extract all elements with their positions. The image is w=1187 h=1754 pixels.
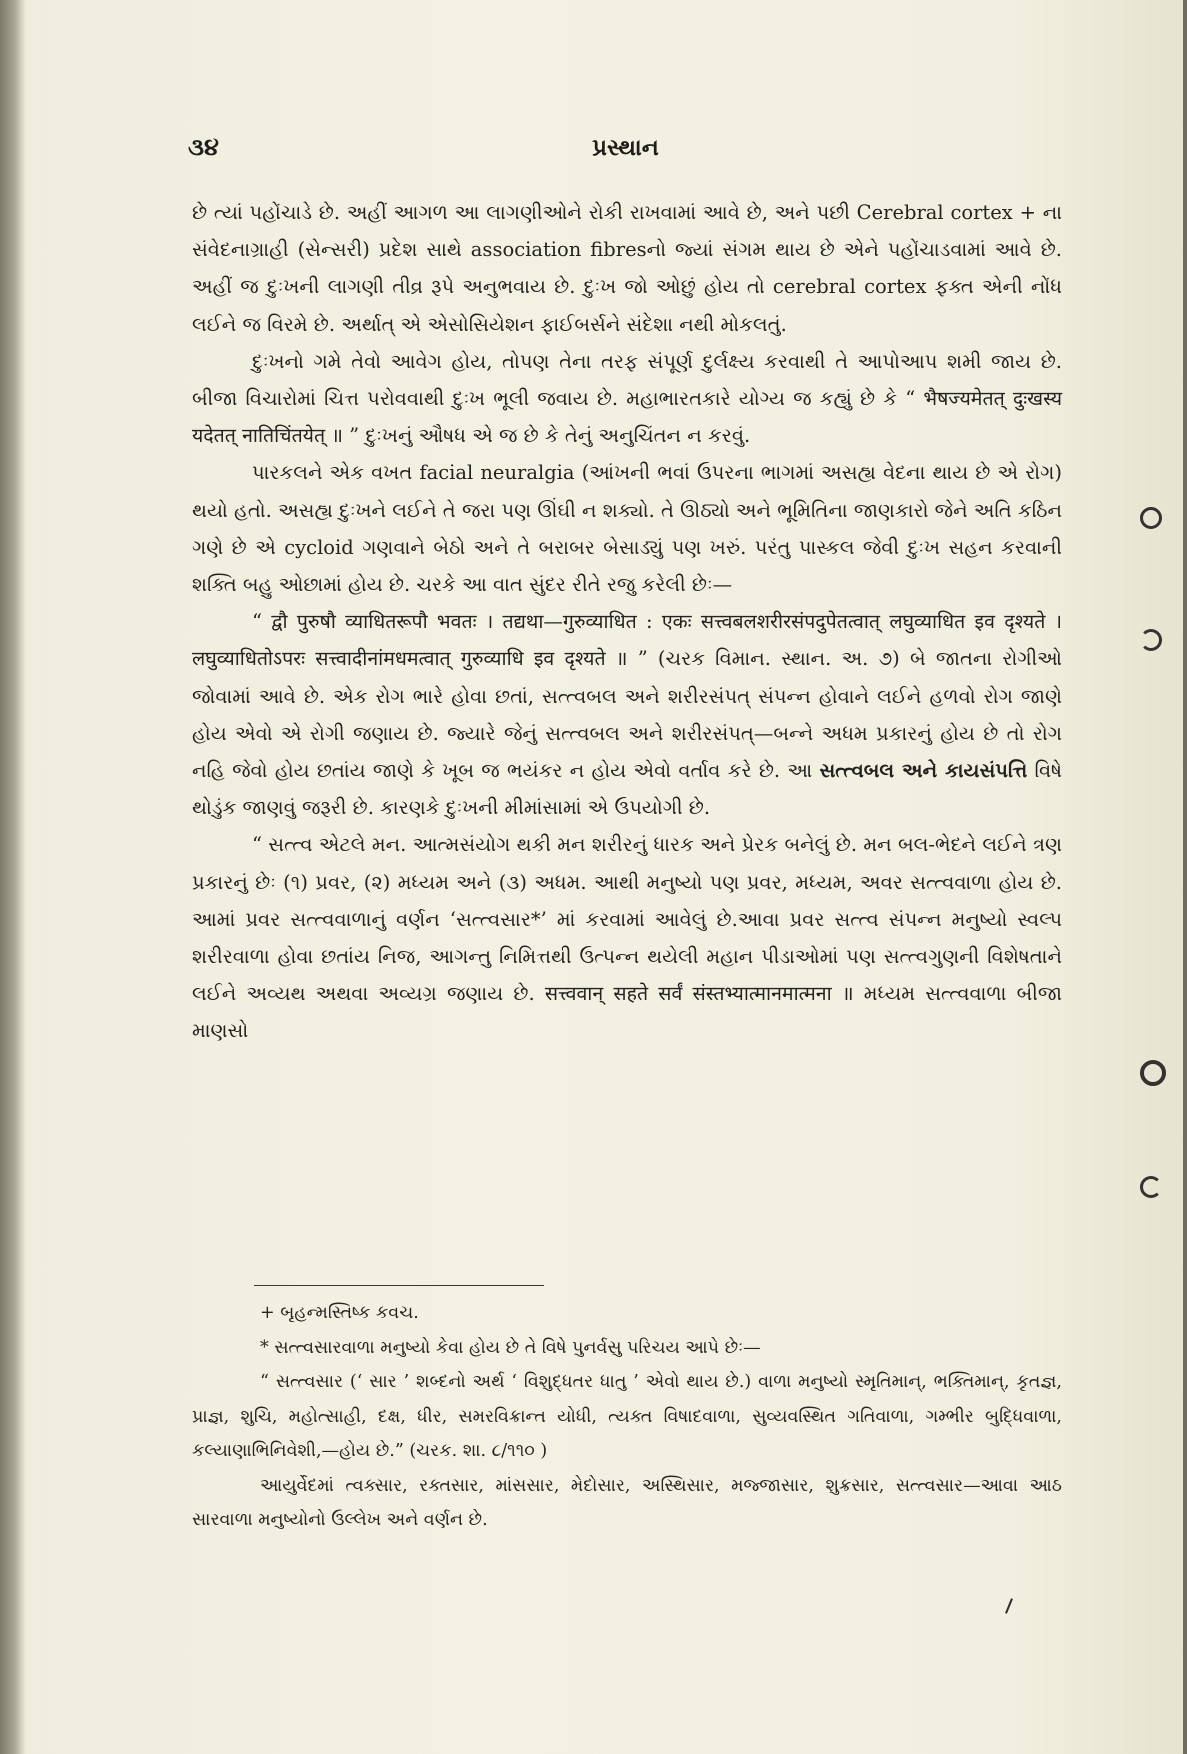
charaka-quote: “ द्वौ पुरुषौ व्याधितरूपौ भवतः । तद्यथा—गुरुव्याधित : एकः सत्त्वबलशरीरसंपदुपेतत्वात् लघुव्याधित इव दृश्यते । लघुव्याधितोऽपरः सत्त्वादीनांमधमत्वात् गुरुव्याधि इव दृश्यते ॥ ” (192, 610, 1062, 671)
binding-hole (1140, 1176, 1162, 1198)
paragraph-4-text: (ચરક વિમાન. સ્થાન. અ. ૭) બે જાતના રોગીઓ જોવામાં આવે છે. એક રોગ ભારે હોવા છતાં, સત્ત્વબલ અને શરીરસંપત્ સંપન્ન હોવાને લઈને હળવો રોગ જાણે હોય એવો એ રોગી જણાય છે. જ્યારે જેનું સત્ત્વબલ અને શરીરસંપત્—બન્ને અધમ પ્રકારનું હોય છે તો રોગ નહિ જેવો હોય છતાંય જાણે કે ખૂબ જ ભયંકર ન હોય એવો વર્તાવ કરે છે. આ (192, 647, 1062, 783)
page-number: ૩૪ (188, 132, 219, 161)
footnotes (192, 1296, 1062, 1538)
paragraph-4-end: વિષે થોડુંક જાણવું જરૂરી છે. કારણકે દુઃખની મીમાંસામાં એ ઉપયોગી છે. (192, 759, 1063, 820)
footnote-4: આયુર્વેદમાં ત્વક્સાર, રક્તસાર, માંસસાર, મેદોસાર, અસ્થિસાર, મજ્જાસાર, શુક્રસાર, સત્ત્વસાર—આવા આઠ સારવાળા મનુષ્યોનો ઉલ્લેખ અને વર્ણન છે. (192, 1475, 1062, 1530)
footnote-divider (254, 1285, 544, 1286)
main-text (192, 194, 1062, 1050)
paragraph-4-emphasis: સત્ત્વબલ અને કાયસંપત્તિ (819, 759, 1028, 783)
footnote-1: + બૃહન્મસ્તિષ્ક કવચ. (260, 1303, 419, 1323)
paragraph-4 (192, 603, 1062, 826)
binding-hole (1140, 1060, 1166, 1086)
footnote-2: * સત્ત્વસારવાળા મનુષ્યો કેવા હોય છે તે વિષે પુનર્વસુ પરિચય આપે છેઃ— (260, 1337, 761, 1358)
paragraph-3: પારકલને એક વખત facial neuralgia (આંખની ભવાં ઉપરના ભાગમાં અસહ્ય વેદના થાય છે એ રોગ) થયો હતો. અસહ્ય દુઃખને લઈને તે જરા પણ ઊંઘી ન શક્યો. તે ઊઠ્યો અને ભૂમિતિના જાણકારો જેને અતિ કઠિન ગણે છે એ cycloid ગણવાને બેઠો અને તે બરાબર બેસાડ્યું પણ ખરું. પરંતુ પાસ્કલ જેવી દુઃખ સહન કરવાની શક્તિ બહુ ઓછામાં હોય છે. ચરકે આ વાત સુંદર રીતે રજુ કરેલી છેઃ— (192, 461, 1062, 597)
running-title: પ્રસ્થાન (592, 134, 659, 161)
pencil-mark (1005, 1598, 1013, 1614)
footnote-3: “ સત્ત્વસાર (‘ સાર ’ શબ્દનો અર્થ ‘ વિશુદ્ધતર ધાતુ ’ એવો થાય છે.) વાળા મનુષ્યો સ્મૃતિમાન્, ભક્તિમાન્, કૃતજ્ઞ, પ્રાજ્ઞ, શુચિ, મહોત્સાહી, દક્ષ, ધીર, સમરવિક્રાન્ત યોધી, ત્યક્ત વિષાદવાળા, સુવ્યવસ્થિત ગતિવાળા, ગમ્ભીર બુદ્ધિવાળા, કલ્યાણાભિનિવેશી,—હોય છે.” (ચરક. શા. ૮/૧૧૦ ) (192, 1372, 1062, 1461)
binding-hole (1140, 629, 1162, 651)
binding-hole (1140, 507, 1162, 529)
paragraph-1: છે ત્યાં પહોંચાડે છે. અહીં આગળ આ લાગણીઓને રોકી રાખવામાં આવે છે, અને પછી Cerebral cortex + ના સંવેદનાગ્રાહી (સેન્સરી) પ્રદેશ સાથે association fibresનો જ્યાં સંગમ થાય છે એને પહોંચાડવામાં આવે છે. અહીં જ દુઃખની લાગણી તીવ્ર રૂપે અનુભવાય છે. દુઃખ જો ઓછું હોય તો cerebral cortex ફક્ત એની નોંધ લઈને જ વિરમે છે. અર્થાત્ એ એસોસિયેશન ફાઈબર્સને સંદેશા નથી મોકલતું. (192, 201, 1062, 336)
page-header (188, 132, 1063, 172)
paragraph-5: “ સત્ત્વ એટલે મન. આત્મસંયોગ થકી મન શરીરનું ધારક અને પ્રેરક બનેલું છે. મન બલ-ભેદને લઈને ત્રણ પ્રકારનું છેઃ (૧) પ્રવર, (૨) મધ્યમ અને (૩) અધમ. આથી મનુષ્યો પણ પ્રવર, મધ્યમ, અવર સત્ત્વવાળા હોય છે. આમાં પ્રવર સત્ત્વવાળાનું વર્ણન ‘સત્ત્વસાર*’ માં કરવામાં આવેલું છે.આવા પ્રવર સત્ત્વ સંપન્ન મનુષ્યો સ્વલ્પ શરીરવાળા હોવા છતાંય નિજ, આગન્તુ નિમિત્તથી ઉત્પન્ન થયેલી મહાન પીડાઓમાં પણ સત્ત્વગુણની વિશેષતાને લઈને અવ્યથ અથવા અવ્યગ્ર જણાય છે. सत्त्ववान् सहते सर्वं संस्तभ्यात्मानमात्मना ॥ મધ્યમ સત્ત્વવાળા બીજા માણસો (192, 833, 1062, 1043)
paragraph-2: દુઃખનો ગમે તેવો આવેગ હોય, તોપણ તેના તરફ સંપૂર્ણ દુર્લક્ષ્ય કરવાથી તે આપોઆપ શમી જાય છે. બીજા વિચારોમાં ચિત્ત પરોવવાથી દુઃખ ભૂલી જવાય છે. મહાભારતકારે યોગ્ય જ કહ્યું છે કે “ भैषज्यमेतत् दुःखस्य यदेतत् नातिचिंतयेत् ॥ ” દુઃખનું ઔષધ એ જ છે કે તેનું અનુચિંતન ન કરવું. (192, 349, 1062, 448)
